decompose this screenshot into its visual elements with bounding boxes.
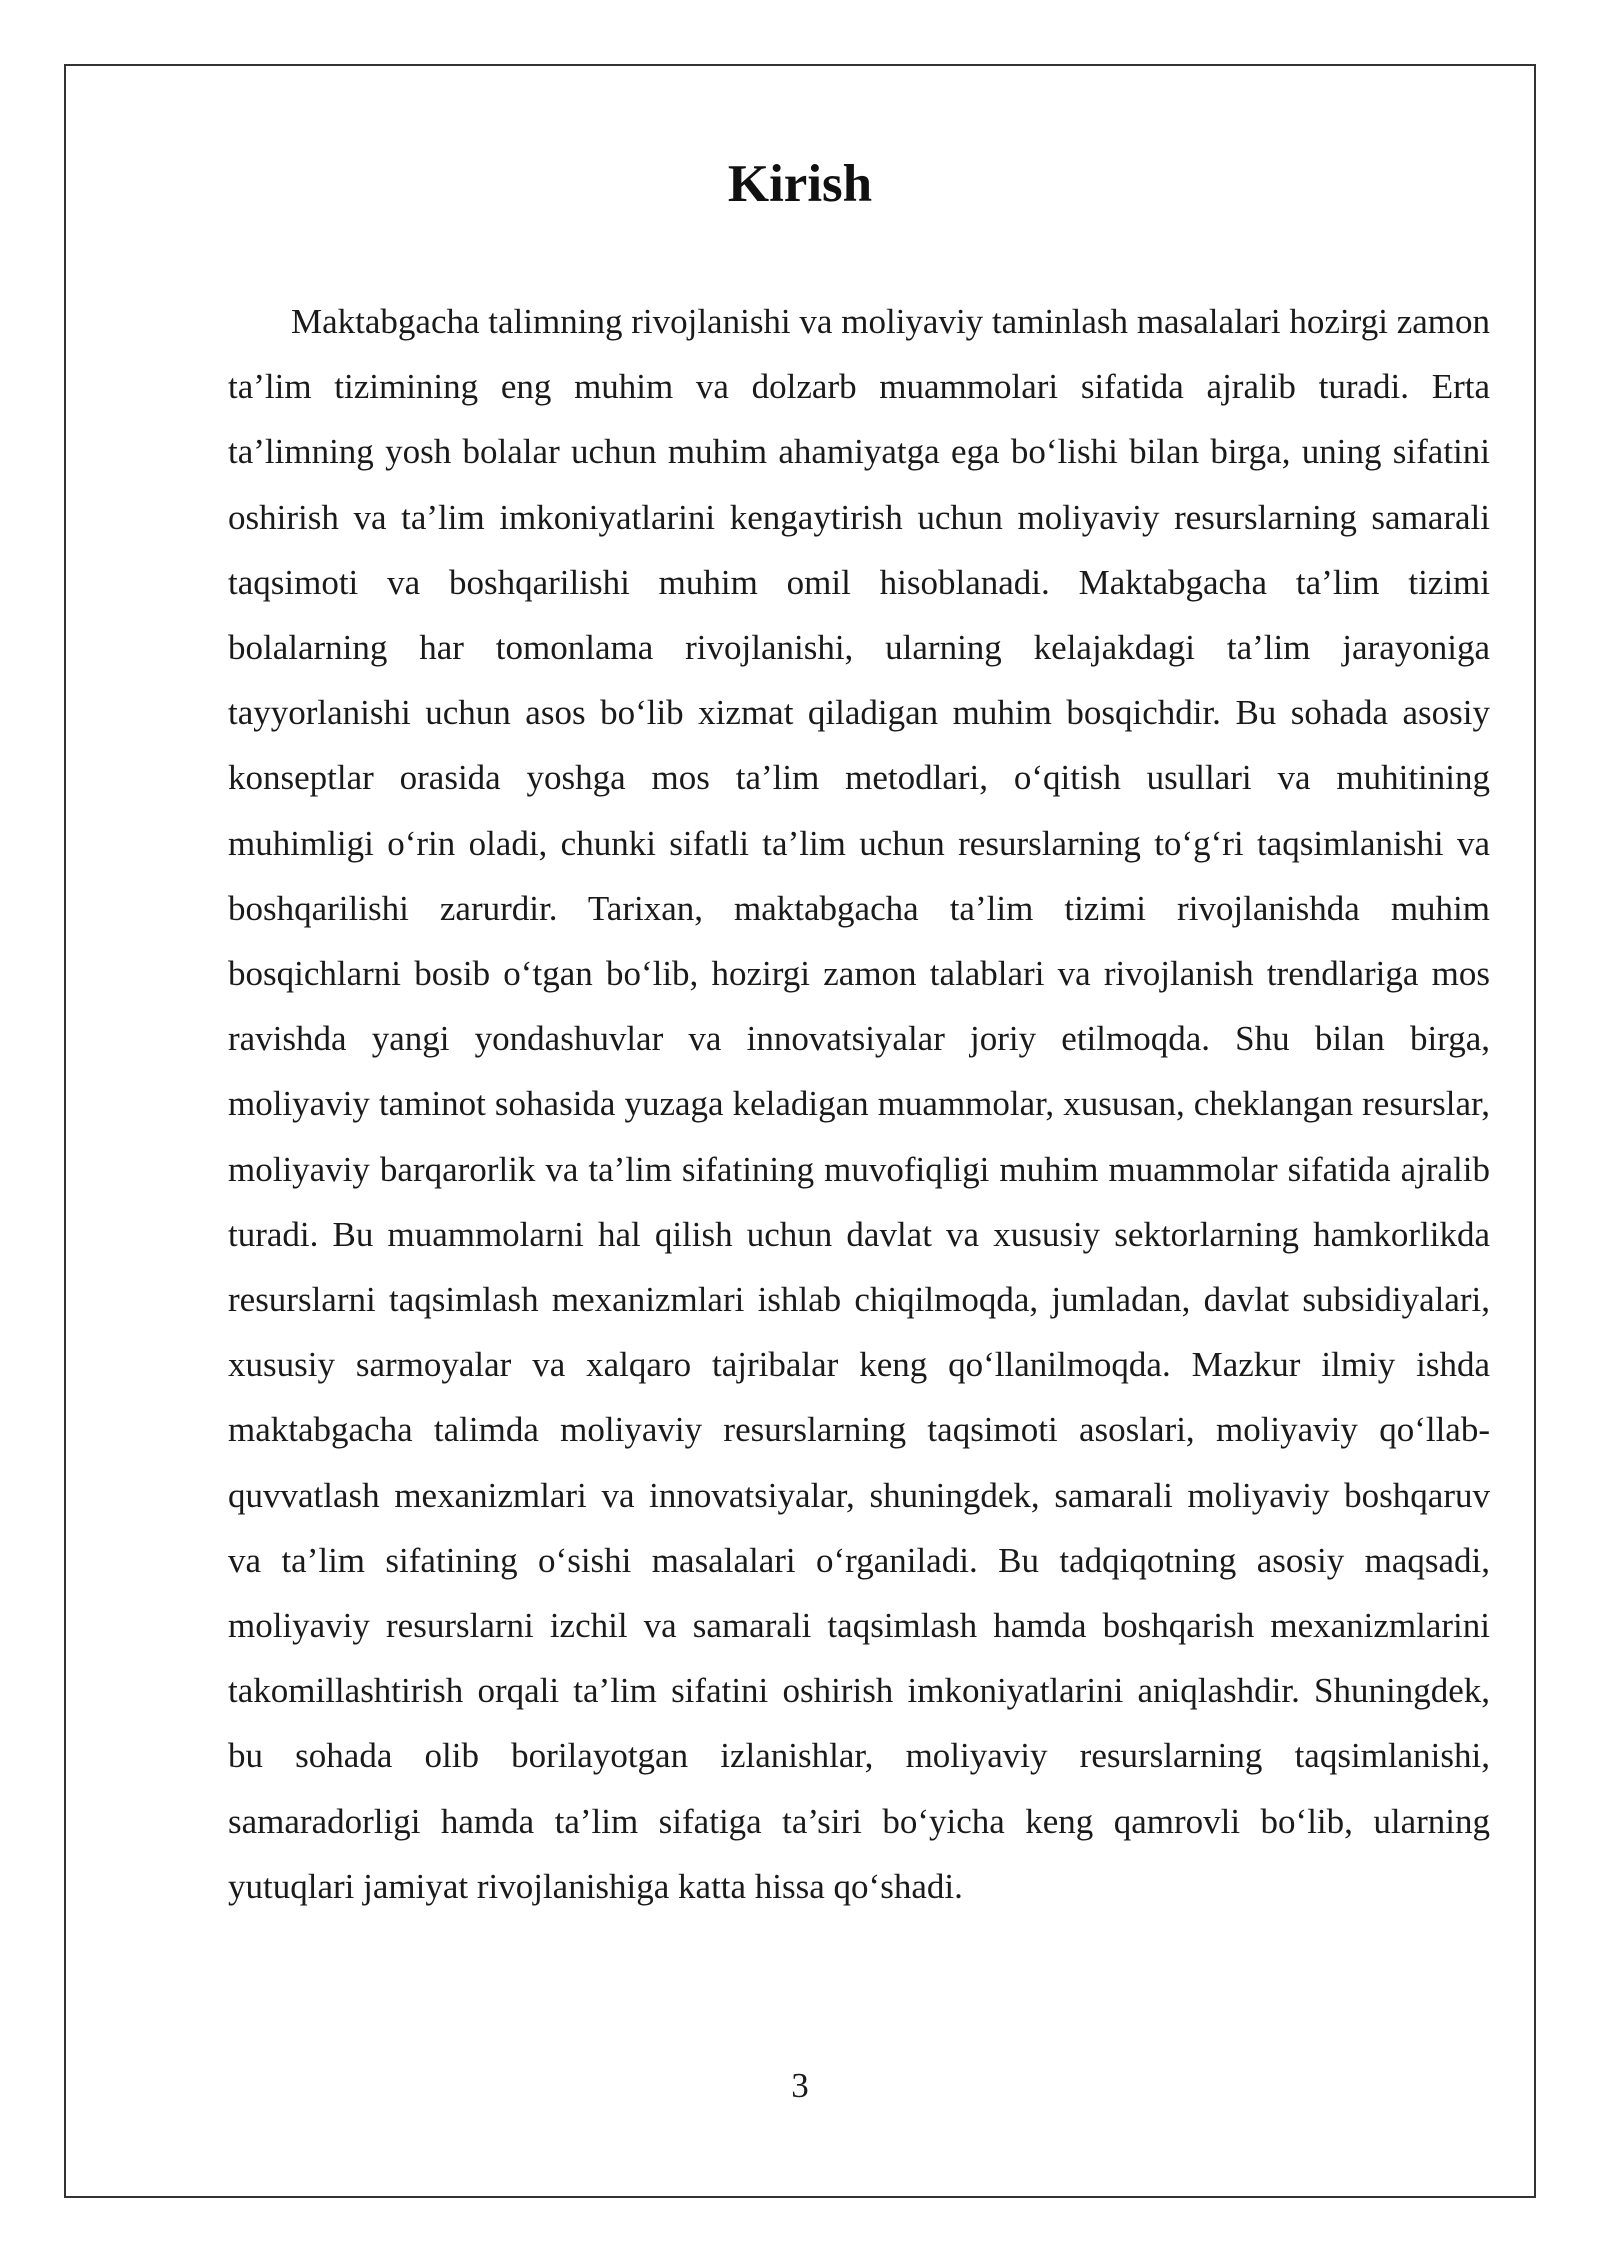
- page-number: 3: [791, 2066, 809, 2105]
- page-title: Kirish: [727, 155, 873, 213]
- body-paragraph: Maktabgacha talimning rivojlanishi va moliyaviy taminlash masalalari hozirgi zamon ta’lim tizimining eng muhim va dolzarb muammolari sifatida ajralib turadi. Erta ta’limning yosh bolalar uchun muhim ahamiyatga ega bo‘lishi bilan birga, uning sifatini oshirish va ta’lim imkoniyatlarini kengaytirish uchun moliyaviy resurslarning samarali taqsimoti va boshqarilishi muhim omil hisoblanadi. Maktabgacha ta’lim tizimi bolalarning har tomonlama rivojlanishi, ularning kelajakdagi ta’lim jarayoniga tayyorlanishi uchun asos bo‘lib xizmat qiladigan muhim bosqichdir. Bu sohada asosiy konseptlar orasida yoshga mos ta’lim metodlari, o‘qitish usullari va muhitining muhimligi o‘rin oladi, chunki sifatli ta’lim uchun resurslarning to‘g‘ri taqsimlanishi va boshqarilishi zarurdir. Tarixan, maktabgacha ta’lim tizimi rivojlanishda muhim bosqichlarni bosib o‘tgan bo‘lib, hozirgi zamon talablari va rivojlanish trendlariga mos ravishda yangi yondashuvlar va innovatsiyalar joriy etilmoqda. Shu bilan birga, moliyaviy taminot sohasida yuzaga keladigan muammolar, xususan, cheklangan resurslar, moliyaviy barqarorlik va ta’lim sifatining muvofiqligi muhim muammolar sifatida ajralib turadi. Bu muammolarni hal qilish uchun davlat va xususiy sektorlarning hamkorlikda resurslarni taqsimlash mexanizmlari ishlab chiqilmoqda, jumladan, davlat subsidiyalari, xususiy sarmoyalar va xalqaro tajribalar keng qo‘llanilmoqda. Mazkur ilmiy ishda maktabgacha talimda moliyaviy resurslarning taqsimoti asoslari, moliyaviy qo‘llab-quvvatlash mexanizmlari va innovatsiyalar, shuningdek, samarali moliyaviy boshqaruv va ta’lim sifatining o‘sishi masalalari o‘rganiladi. Bu tadqiqotning asosiy maqsadi, moliyaviy resurslarni izchil va samarali taqsimlash hamda boshqarish mexanizmlarini takomillashtirish orqali ta’lim sifatini oshirish imkoniyatlarini aniqlashdir. Shuningdek, bu sohada olib borilayotgan izlanishlar, moliyaviy resurslarning taqsimlanishi, samaradorligi hamda ta’lim sifatiga ta’siri bo‘yicha keng qamrovli bo‘lib, ularning yutuqlari jamiyat rivojlanishiga katta hissa qo‘shadi.: [228, 302, 1490, 1906]
